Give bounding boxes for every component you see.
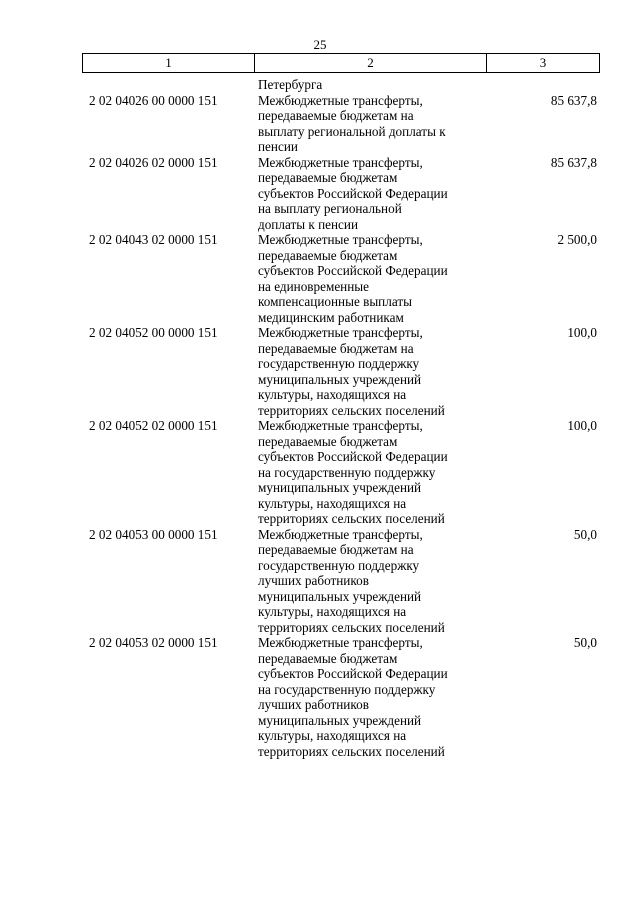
description-line: субъектов Российской Федерации [258, 666, 448, 681]
description-line: на государственную поддержку [258, 681, 436, 697]
budget-code: 2 02 04026 02 0000 151 [89, 154, 218, 170]
description-line: Петербурга [258, 77, 323, 92]
description-line: Межбюджетные трансферты, [258, 526, 423, 542]
description-line: территориях сельских поселений [258, 402, 445, 418]
table-row [82, 418, 600, 527]
table-row [82, 635, 600, 759]
header-col-1: 1 [83, 54, 255, 72]
budget-code: 2 02 04052 02 0000 151 [89, 418, 218, 433]
header-col-2: 2 [255, 54, 487, 72]
description-line: передаваемые бюджетам на [258, 108, 414, 123]
description [254, 325, 486, 418]
table-row [82, 232, 600, 325]
table-row [82, 527, 600, 636]
description-line: культуры, находящихся на [258, 495, 407, 511]
description-line: передаваемые бюджетам [258, 170, 398, 185]
budget-code: 2 02 04026 00 0000 151 [89, 92, 218, 108]
description-line: передаваемые бюджетам на [258, 340, 414, 356]
description-line: территориях сельских поселений [258, 619, 445, 635]
table-row [82, 325, 600, 418]
budget-code: 2 02 04053 02 0000 151 [89, 635, 218, 650]
description-line: Межбюджетные трансферты, [258, 154, 423, 170]
description-line: Межбюджетные трансферты, [258, 325, 423, 340]
description-line: муниципальных учреждений [258, 480, 422, 495]
table-body [82, 77, 600, 759]
description-line: передаваемые бюджетам [258, 247, 398, 263]
description-line: выплату региональной доплаты к [258, 123, 446, 139]
description-line: территориях сельских поселений [258, 743, 445, 759]
description-line: на государственную поддержку [258, 464, 436, 480]
amount: 100,0 [567, 418, 597, 433]
budget-code [82, 77, 254, 93]
description [254, 77, 486, 93]
table-row [82, 93, 600, 155]
description-line: на выплату региональной [258, 201, 402, 216]
description-line: медицинским работникам [258, 309, 404, 325]
amount: 50,0 [573, 526, 597, 542]
description-line: на единовременные [258, 278, 370, 294]
description [254, 635, 486, 759]
description-line: Межбюджетные трансферты, [258, 635, 423, 650]
description-line: субъектов Российской Федерации [258, 185, 448, 201]
amount: 50,0 [573, 635, 597, 650]
description-line: государственную поддержку [258, 356, 420, 371]
table-header [82, 53, 600, 73]
description-line: государственную поддержку [258, 557, 420, 573]
description-line: культуры, находящихся на [258, 604, 407, 619]
description [254, 418, 486, 527]
budget-code: 2 02 04052 00 0000 151 [89, 325, 218, 340]
description-line: передаваемые бюджетам [258, 433, 398, 449]
header-col-3: 3 [539, 55, 547, 70]
amount: 85 637,8 [550, 154, 597, 170]
amount: 100,0 [567, 325, 597, 340]
description-line: территориях сельских поселений [258, 511, 445, 526]
description-line: доплаты к пенсии [258, 216, 359, 232]
description [254, 232, 486, 325]
description-line: компенсационные выплаты [258, 294, 412, 309]
description-line: Межбюджетные трансферты, [258, 418, 423, 433]
description-line: муниципальных учреждений [258, 712, 422, 728]
description-line: муниципальных учреждений [258, 371, 422, 387]
description [254, 93, 486, 155]
description-line: передаваемые бюджетам [258, 650, 398, 666]
amount: 2 500,0 [557, 232, 597, 247]
page-number: 25 [313, 37, 327, 52]
amount: 85 637,8 [550, 92, 597, 108]
description-line: субъектов Российской Федерации [258, 263, 448, 278]
description-line: культуры, находящихся на [258, 728, 407, 743]
description-line: лучших работников [258, 573, 369, 588]
description-line: субъектов Российской Федерации [258, 449, 448, 464]
description [254, 527, 486, 636]
description-line: пенсии [258, 139, 298, 154]
description-line: лучших работников [258, 697, 369, 712]
budget-code: 2 02 04043 02 0000 151 [89, 232, 218, 247]
table-row [82, 155, 600, 233]
description [254, 155, 486, 233]
description-line: культуры, находящихся на [258, 387, 407, 402]
table-row [82, 77, 600, 93]
description-line: Межбюджетные трансферты, [258, 92, 423, 108]
description-line: передаваемые бюджетам на [258, 542, 414, 557]
description-line: муниципальных учреждений [258, 588, 422, 604]
description-line: Межбюджетные трансферты, [258, 232, 423, 247]
amount [486, 77, 600, 93]
budget-code: 2 02 04053 00 0000 151 [89, 526, 218, 542]
